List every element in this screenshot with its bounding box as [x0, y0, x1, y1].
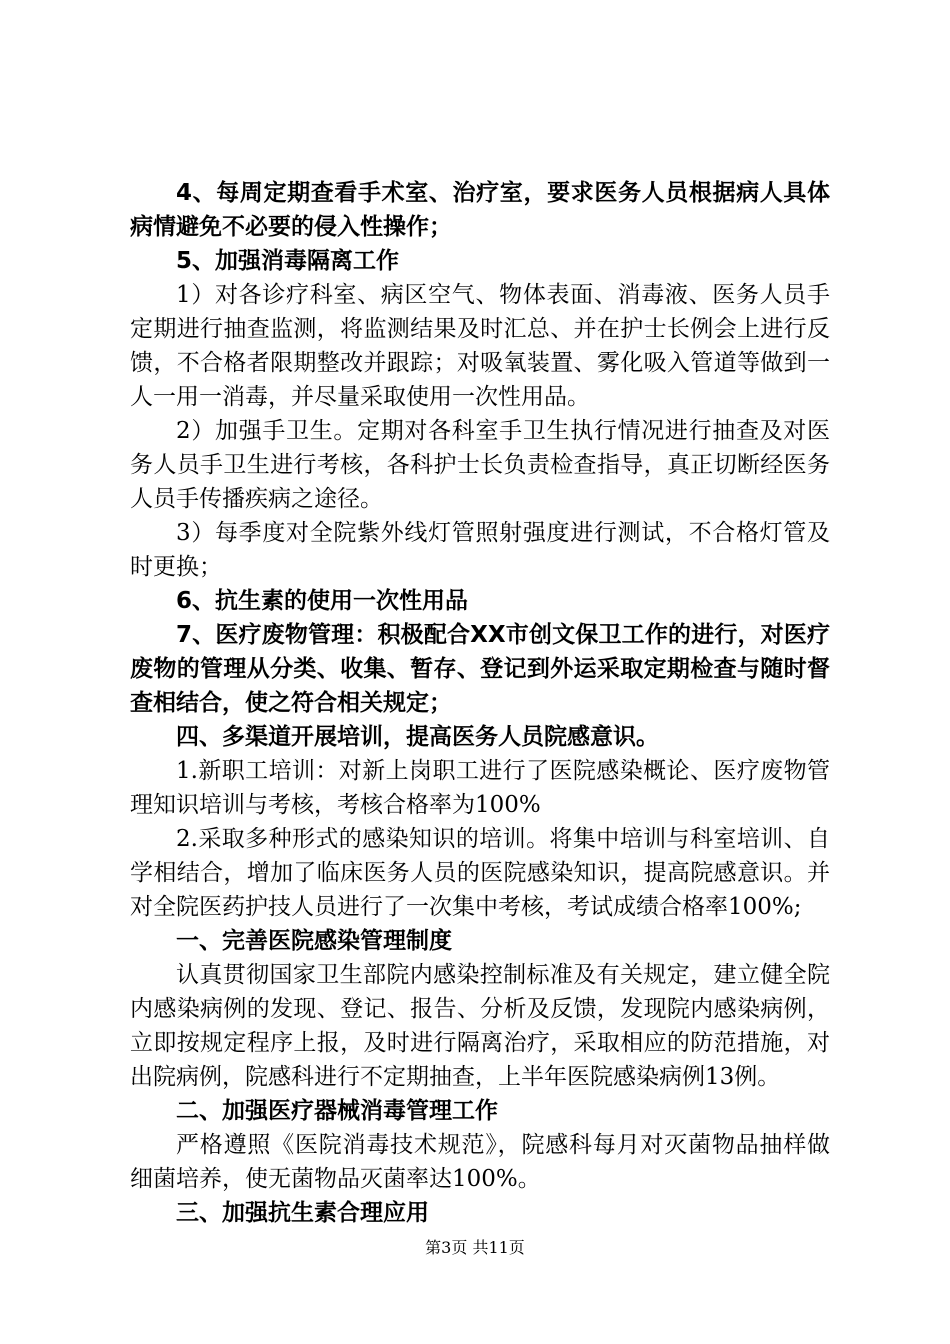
document-body [130, 176, 830, 1230]
paragraph-disinfection-3: 3）每季度对全院紫外线灯管照射强度进行测试，不合格灯管及时更换； [130, 520, 830, 580]
paragraph-instrument-disinfection: 严格遵照《医院消毒技术规范》，院感科每月对灭菌物品抽样做细菌培养，使无菌物品灭菌率达100%。 [130, 1132, 830, 1192]
paragraph-disinfection-1: 1）对各诊疗科室、病区空气、物体表面、消毒液、医务人员手定期进行抽查监测，将监测结果及时汇总、并在护士长例会上进行反馈，不合格者限期整改并跟踪；对吸氧装置、雾化吸入管道等做到一人一用一消毒，并尽量采取使用一次性用品。 [130, 282, 830, 410]
section-heading-4: 四、多渠道开展培训，提高医务人员院感意识。 [176, 724, 659, 750]
paragraph-training-1: 1.新职工培训：对新上岗职工进行了医院感染概论、医疗废物管理知识培训与考核，考核合格率为100% [130, 758, 830, 818]
heading-item-4: 4、每周定期查看手术室、治疗室，要求医务人员根据病人具体病情避免不必要的侵入性操作； [130, 180, 830, 240]
heading-item-7: 7、医疗废物管理：积极配合XX市创文保卫工作的进行，对医疗废物的管理从分类、收集、暂存、登记到外运采取定期检查与随时督查相结合，使之符合相关规定； [130, 622, 830, 716]
paragraph-training-2: 2.采取多种形式的感染知识的培训。将集中培训与科室培训、自学相结合，增加了临床医务人员的医院感染知识，提高院感意识。并对全院医药护技人员进行了一次集中考核，考试成绩合格率100%; [130, 826, 830, 920]
heading-item-5: 5、加强消毒隔离工作 [176, 248, 400, 274]
section-heading-2: 二、加强医疗器械消毒管理工作 [176, 1098, 498, 1124]
section-heading-1: 一、完善医院感染管理制度 [176, 928, 452, 954]
paragraph-management-system: 认真贯彻国家卫生部院内感染控制标准及有关规定，建立健全院内感染病例的发现、登记、报告、分析及反馈，发现院内感染病例，立即按规定程序上报，及时进行隔离治疗，采取相应的防范措施，对出院病例，院感科进行不定期抽查，上半年医院感染病例13例。 [130, 962, 830, 1090]
heading-item-6: 6、抗生素的使用一次性用品 [176, 588, 469, 614]
page-number-footer: 第3页 共11页 [425, 1238, 525, 1257]
paragraph-disinfection-2: 2）加强手卫生。定期对各科室手卫生执行情况进行抽查及对医务人员手卫生进行考核，各科护士长负责检查指导，真正切断经医务人员手传播疾病之途径。 [130, 418, 830, 512]
section-heading-3: 三、加强抗生素合理应用 [176, 1200, 429, 1226]
